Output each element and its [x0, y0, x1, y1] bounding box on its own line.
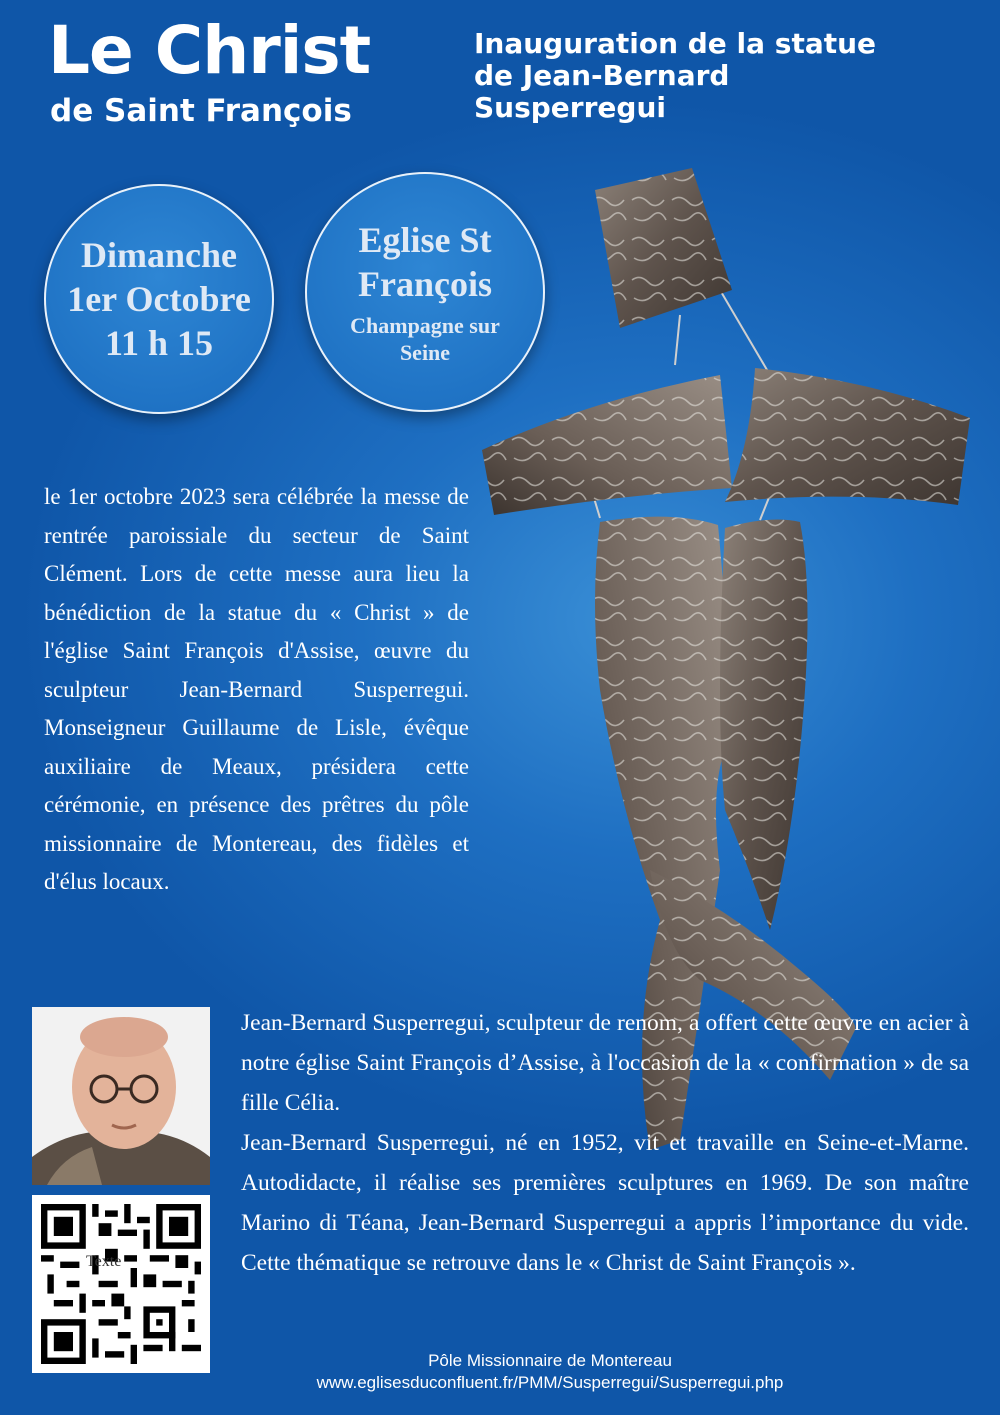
date-bubble: [44, 184, 274, 414]
statue-head: [595, 168, 732, 328]
inauguration-heading: [474, 28, 974, 124]
sculptor-portrait: [32, 1007, 210, 1185]
qr-code-icon: [41, 1204, 201, 1364]
place-church-line1: Eglise St: [358, 220, 492, 260]
date-date: 1er Octobre: [67, 279, 251, 319]
statue-left-arm: [482, 375, 732, 515]
sculptor-bio-paragraph: Jean-Bernard Susperregui, né en 1952, vit et travaille en Seine-et-Marne. Autodidacte, il réalise ses premières sculptures en 1969. De son maître Marino di Téana, Jean-Bernard Susperregui a appris l’importance du vide. Cette thématique se retrouve dans le « Christ de Saint François ».: [241, 1130, 969, 1276]
date-day: Dimanche: [81, 235, 237, 275]
place-bubble: [305, 172, 545, 412]
footer: [240, 1350, 860, 1394]
event-description: le 1er octobre 2023 sera célébrée la messe de rentrée paroissiale du secteur de Saint Clément. Lors de cette messe aura lieu la bénédiction de la statue du « Christ » de l'église Saint François d'Assise, œuvre du sculpteur Jean-Bernard Susperregui. Monseigneur Guillaume de Lisle, évêque auxiliaire de Meaux, présidera cette cérémonie, en présence des prêtres du pôle missionnaire de Montereau, des fidèles et d'élus locaux.: [44, 484, 469, 894]
place-town-line1: Champagne sur: [350, 313, 500, 338]
sculptor-gift-paragraph: Jean-Bernard Susperregui, sculpteur de renom, a offert cette œuvre en acier à notre église Saint François d’Assise, à l'occasion de la « confirmation » de sa fille Célia.: [241, 1010, 969, 1116]
sculptor-description: [241, 1003, 969, 1283]
footer-url-link[interactable]: www.eglisesduconfluent.fr/PMM/Susperregui/Susperregui.php: [316, 1373, 784, 1392]
statue-right-arm: [725, 368, 970, 505]
title-main: Le Christ: [48, 12, 371, 89]
place-town-line2: Seine: [399, 340, 451, 365]
qr-code[interactable]: [32, 1195, 210, 1373]
inauguration-line: Inauguration de la statue: [474, 27, 877, 60]
qr-code-label: Texte: [86, 1253, 122, 1270]
title-subtitle: de Saint François: [50, 93, 352, 129]
date-time: 11 h 15: [104, 323, 214, 363]
footer-organization: Pôle Missionnaire de Montereau: [428, 1351, 672, 1370]
inauguration-line: de Jean-Bernard: [474, 59, 730, 92]
place-church-line2: François: [358, 264, 492, 304]
inauguration-line: Susperregui: [474, 91, 666, 124]
